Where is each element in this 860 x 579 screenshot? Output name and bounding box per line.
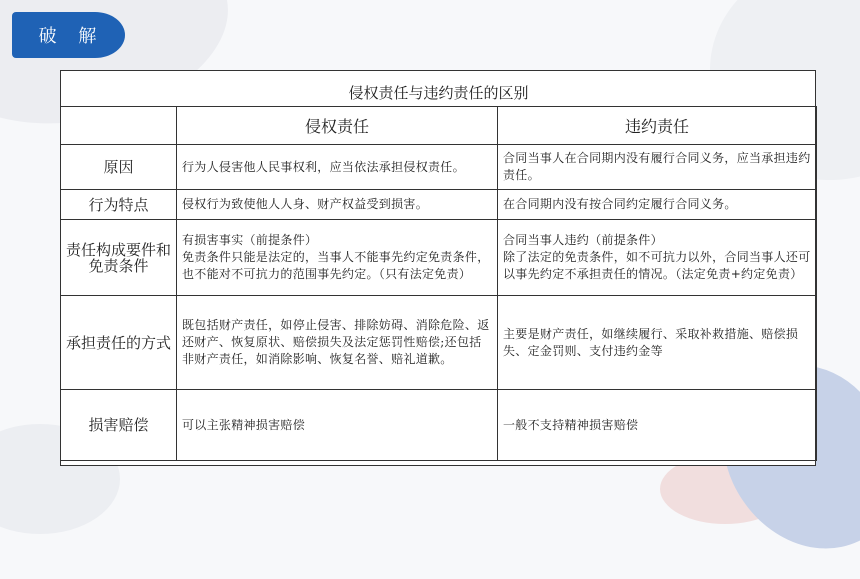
table-title-row (61, 71, 817, 107)
contract-cause-cell: 合同当事人在合同期内没有履行合同义务，应当承担违约责任。 (498, 145, 817, 190)
tort-cause-cell: 行为人侵害他人民事权利，应当依法承担侵权责任。 (177, 145, 498, 190)
table-title (61, 71, 817, 107)
contract-conditions-line: 除了法定的免责条件，如不可抗力以外，合同当事人还可以事先约定不承担责任的情况。（法定免责+约定免责） (503, 250, 811, 281)
table-row (61, 390, 817, 461)
header-empty-cell (61, 107, 177, 145)
header-tort: 侵权责任 (177, 107, 498, 145)
tort-feature-cell: 侵权行为致使他人人身、财产权益受到损害。 (177, 190, 498, 220)
contract-damages-cell: 一般不支持精神损害赔偿 (498, 390, 817, 461)
row-label-liability: 承担责任的方式 (61, 296, 177, 390)
contract-liability-cell: 主要是财产责任，如继续履行、采取补救措施、赔偿损失、定金罚则、支付违约金等 (498, 296, 817, 390)
row-label-feature: 行为特点 (61, 190, 177, 220)
header-contract: 违约责任 (498, 107, 817, 145)
contract-conditions-cell (498, 220, 817, 296)
row-label-damages: 损害赔偿 (61, 390, 177, 461)
row-label-conditions: 责任构成要件和免责条件 (61, 220, 177, 296)
comparison-table (60, 70, 817, 461)
tort-conditions-line: 有损害事实（前提条件） (182, 233, 318, 247)
row-label-cause: 原因 (61, 145, 177, 190)
tort-liability-cell: 既包括财产责任，如停止侵害、排除妨碍、消除危险、返还财产、恢复原状、赔偿损失及法定惩罚性赔偿;还包括非财产责任，如消除影响、恢复名誉、赔礼道歉。 (177, 296, 498, 390)
table-row (61, 190, 817, 220)
table-header-row (61, 107, 817, 145)
section-badge (12, 12, 125, 58)
tort-conditions-line: 免责条件只能是法定的，当事人不能事先约定免责条件，也不能对不可抗力的范围事先约定。（只有法定免责） (182, 250, 490, 281)
table-row (61, 145, 817, 190)
table-row (61, 296, 817, 390)
tort-damages-cell: 可以主张精神损害赔偿 (177, 390, 498, 461)
section-badge-label: 破 解 (38, 26, 105, 47)
tort-conditions-cell (177, 220, 498, 296)
table-row (61, 220, 817, 296)
contract-feature-cell: 在合同期内没有按合同约定履行合同义务。 (498, 190, 817, 220)
table-title-text: 侵权责任与违约责任的区别 (348, 84, 529, 102)
contract-conditions-line: 合同当事人违约（前提条件） (503, 233, 663, 247)
